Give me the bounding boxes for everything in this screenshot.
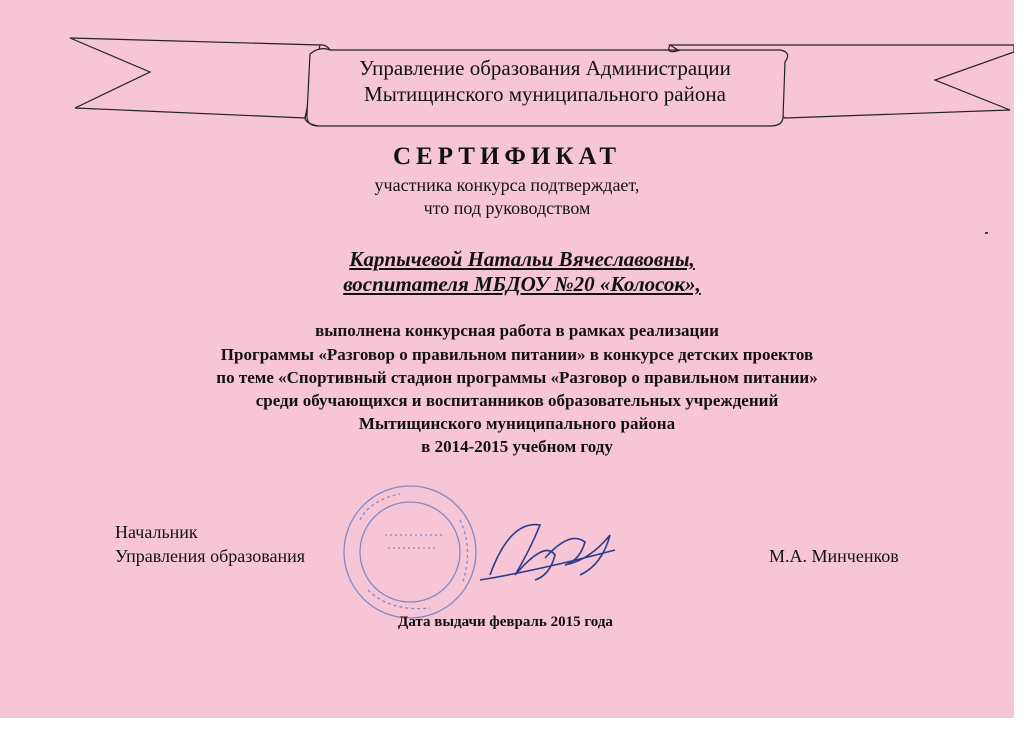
ribbon-left-tail (70, 38, 320, 118)
body-line-3: по теме «Спортивный стадион программы «Разговор о правильном питании» (216, 368, 818, 387)
signatory-role (115, 520, 305, 568)
stamp-text-arc (360, 494, 400, 520)
certificate-title: СЕРТИФИКАТ (392, 143, 621, 170)
body-line-5: Мытищинского муниципального района (358, 414, 676, 433)
signatory-role-line-2: Управления образования (115, 546, 306, 566)
signatory-role-line-1: Начальник (115, 522, 198, 542)
person-position: воспитателя МБДОУ №20 «Колосок», (343, 272, 701, 296)
intro-line-2: что под руководством (423, 198, 591, 218)
signatory-name: М.А. Минченков (769, 546, 899, 566)
stamp-center-text (385, 535, 445, 548)
banner-line-1: Управление образования Администрации (359, 56, 731, 80)
official-stamp-and-signature (340, 480, 640, 620)
body-line-4: среди обучающихся и воспитанников образовательных учреждений (255, 391, 779, 410)
stamp-text-arc-3 (460, 520, 468, 584)
scan-border-bottom (0, 718, 1024, 738)
body-line-1: выполнена конкурсная работа в рамках реализации (315, 321, 719, 340)
body-line-2: Программы «Разговор о правильном питании» в конкурсе детских проектов (220, 345, 814, 364)
ink-speck (985, 232, 988, 234)
person-name: Карпычевой Натальи Вячеславовны, (349, 247, 695, 271)
stamp-outer-ring (344, 486, 476, 618)
intro-line-1: участника конкурса подтверждает, (374, 175, 640, 195)
issue-date: Дата выдачи февраль 2015 года (398, 614, 613, 630)
banner-text (305, 55, 785, 107)
handwritten-signature (480, 525, 615, 580)
body-line-6: в 2014-2015 учебном году (421, 437, 613, 456)
stamp-text-arc-2 (368, 590, 430, 609)
stamp-inner-ring (360, 502, 460, 602)
banner-line-2: Мытищинского муниципального района (364, 82, 726, 106)
